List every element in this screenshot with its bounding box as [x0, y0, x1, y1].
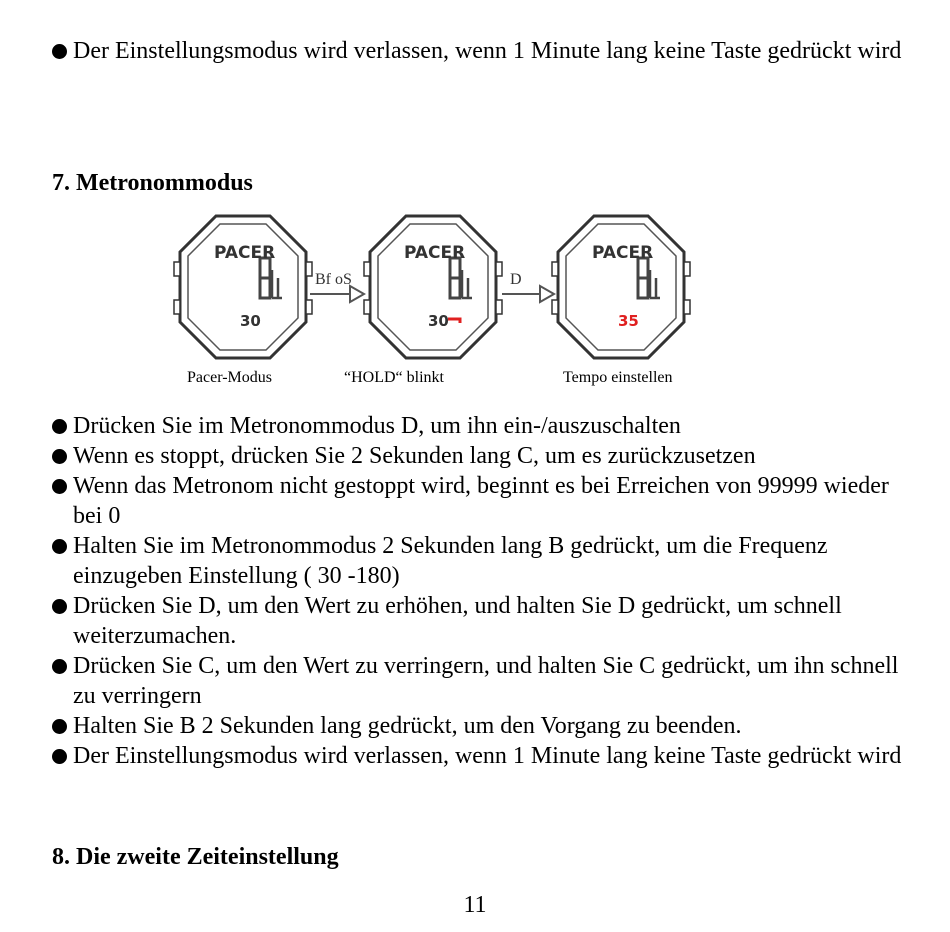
- watch-label: PACER: [404, 243, 466, 263]
- bullet-exit-setting-top: [52, 36, 912, 66]
- bullet-wrap-around: [52, 471, 912, 531]
- bullet-text: Wenn es stoppt, drücken Sie 2 Sekunden lang C, um es zurückzusetzen: [73, 443, 756, 469]
- watch-label: PACER: [592, 243, 654, 263]
- bullet-reset-metronome: [52, 441, 912, 471]
- bullet-increase-value: [52, 591, 912, 651]
- bullet-set-frequency: [52, 531, 912, 591]
- bullet-toggle-metronome: [52, 411, 912, 441]
- bullet-dot: [52, 44, 67, 59]
- watch-value: 30: [240, 312, 261, 330]
- watch-value: 30: [428, 312, 449, 330]
- bullet-text: Wenn das Metronom nicht gestoppt wird, beginnt es bei Erreichen von 99999 wieder bei 0: [73, 473, 889, 529]
- page-number: 11: [463, 892, 487, 918]
- bullet-dot: [52, 719, 67, 734]
- arrow-label: Bf oS: [315, 271, 352, 288]
- bullet-text: Drücken Sie im Metronommodus D, um ihn ein-/auszuschalten: [73, 413, 681, 439]
- section-heading-second-time: 8. Die zweite Zeiteinstellung: [52, 844, 339, 870]
- bullet-finish: [52, 711, 912, 741]
- bullet-text: Drücken Sie C, um den Wert zu verringern, und halten Sie C gedrückt, um ihn schnell zu verringern: [73, 653, 899, 709]
- arrow-d: [502, 271, 554, 302]
- arrow-label: D: [510, 271, 522, 288]
- watch-pacer-mode: [174, 216, 312, 358]
- caption-hold-blinks: “HOLD“ blinkt: [344, 369, 444, 386]
- bullet-exit-setting: [52, 741, 912, 771]
- bullet-dot: [52, 659, 67, 674]
- bullet-dot: [52, 539, 67, 554]
- bullet-dot: [52, 599, 67, 614]
- bullet-text: Halten Sie B 2 Sekunden lang gedrückt, um den Vorgang zu beenden.: [73, 713, 742, 739]
- bullet-dot: [52, 749, 67, 764]
- watch-red-value: 35: [618, 312, 639, 330]
- bullet-dot: [52, 479, 67, 494]
- caption-set-tempo: Tempo einstellen: [563, 369, 673, 386]
- bullet-dot: [52, 419, 67, 434]
- bullet-text: Der Einstellungsmodus wird verlassen, wenn 1 Minute lang keine Taste gedrückt wird: [73, 743, 902, 769]
- section-heading-metronome: 7. Metronommodus: [52, 170, 253, 196]
- bullet-text: Drücken Sie D, um den Wert zu erhöhen, und halten Sie D gedrückt, um schnell weiterzumachen.: [73, 593, 842, 649]
- watch-label: PACER: [214, 243, 276, 263]
- arrow-bfos: [310, 271, 364, 302]
- bullet-decrease-value: [52, 651, 912, 711]
- caption-pacer-mode: Pacer-Modus: [187, 369, 272, 386]
- metronome-mode-figure: [170, 212, 700, 362]
- watch-set-tempo: [552, 216, 690, 358]
- bullet-text: Halten Sie im Metronommodus 2 Sekunden lang B gedrückt, um die Frequenz einzugeben Einstellung ( 30 -180): [73, 533, 828, 589]
- watch-hold-blinking: [364, 216, 502, 358]
- bullet-text: Der Einstellungsmodus wird verlassen, wenn 1 Minute lang keine Taste gedrückt wird: [73, 38, 902, 64]
- bullet-dot: [52, 449, 67, 464]
